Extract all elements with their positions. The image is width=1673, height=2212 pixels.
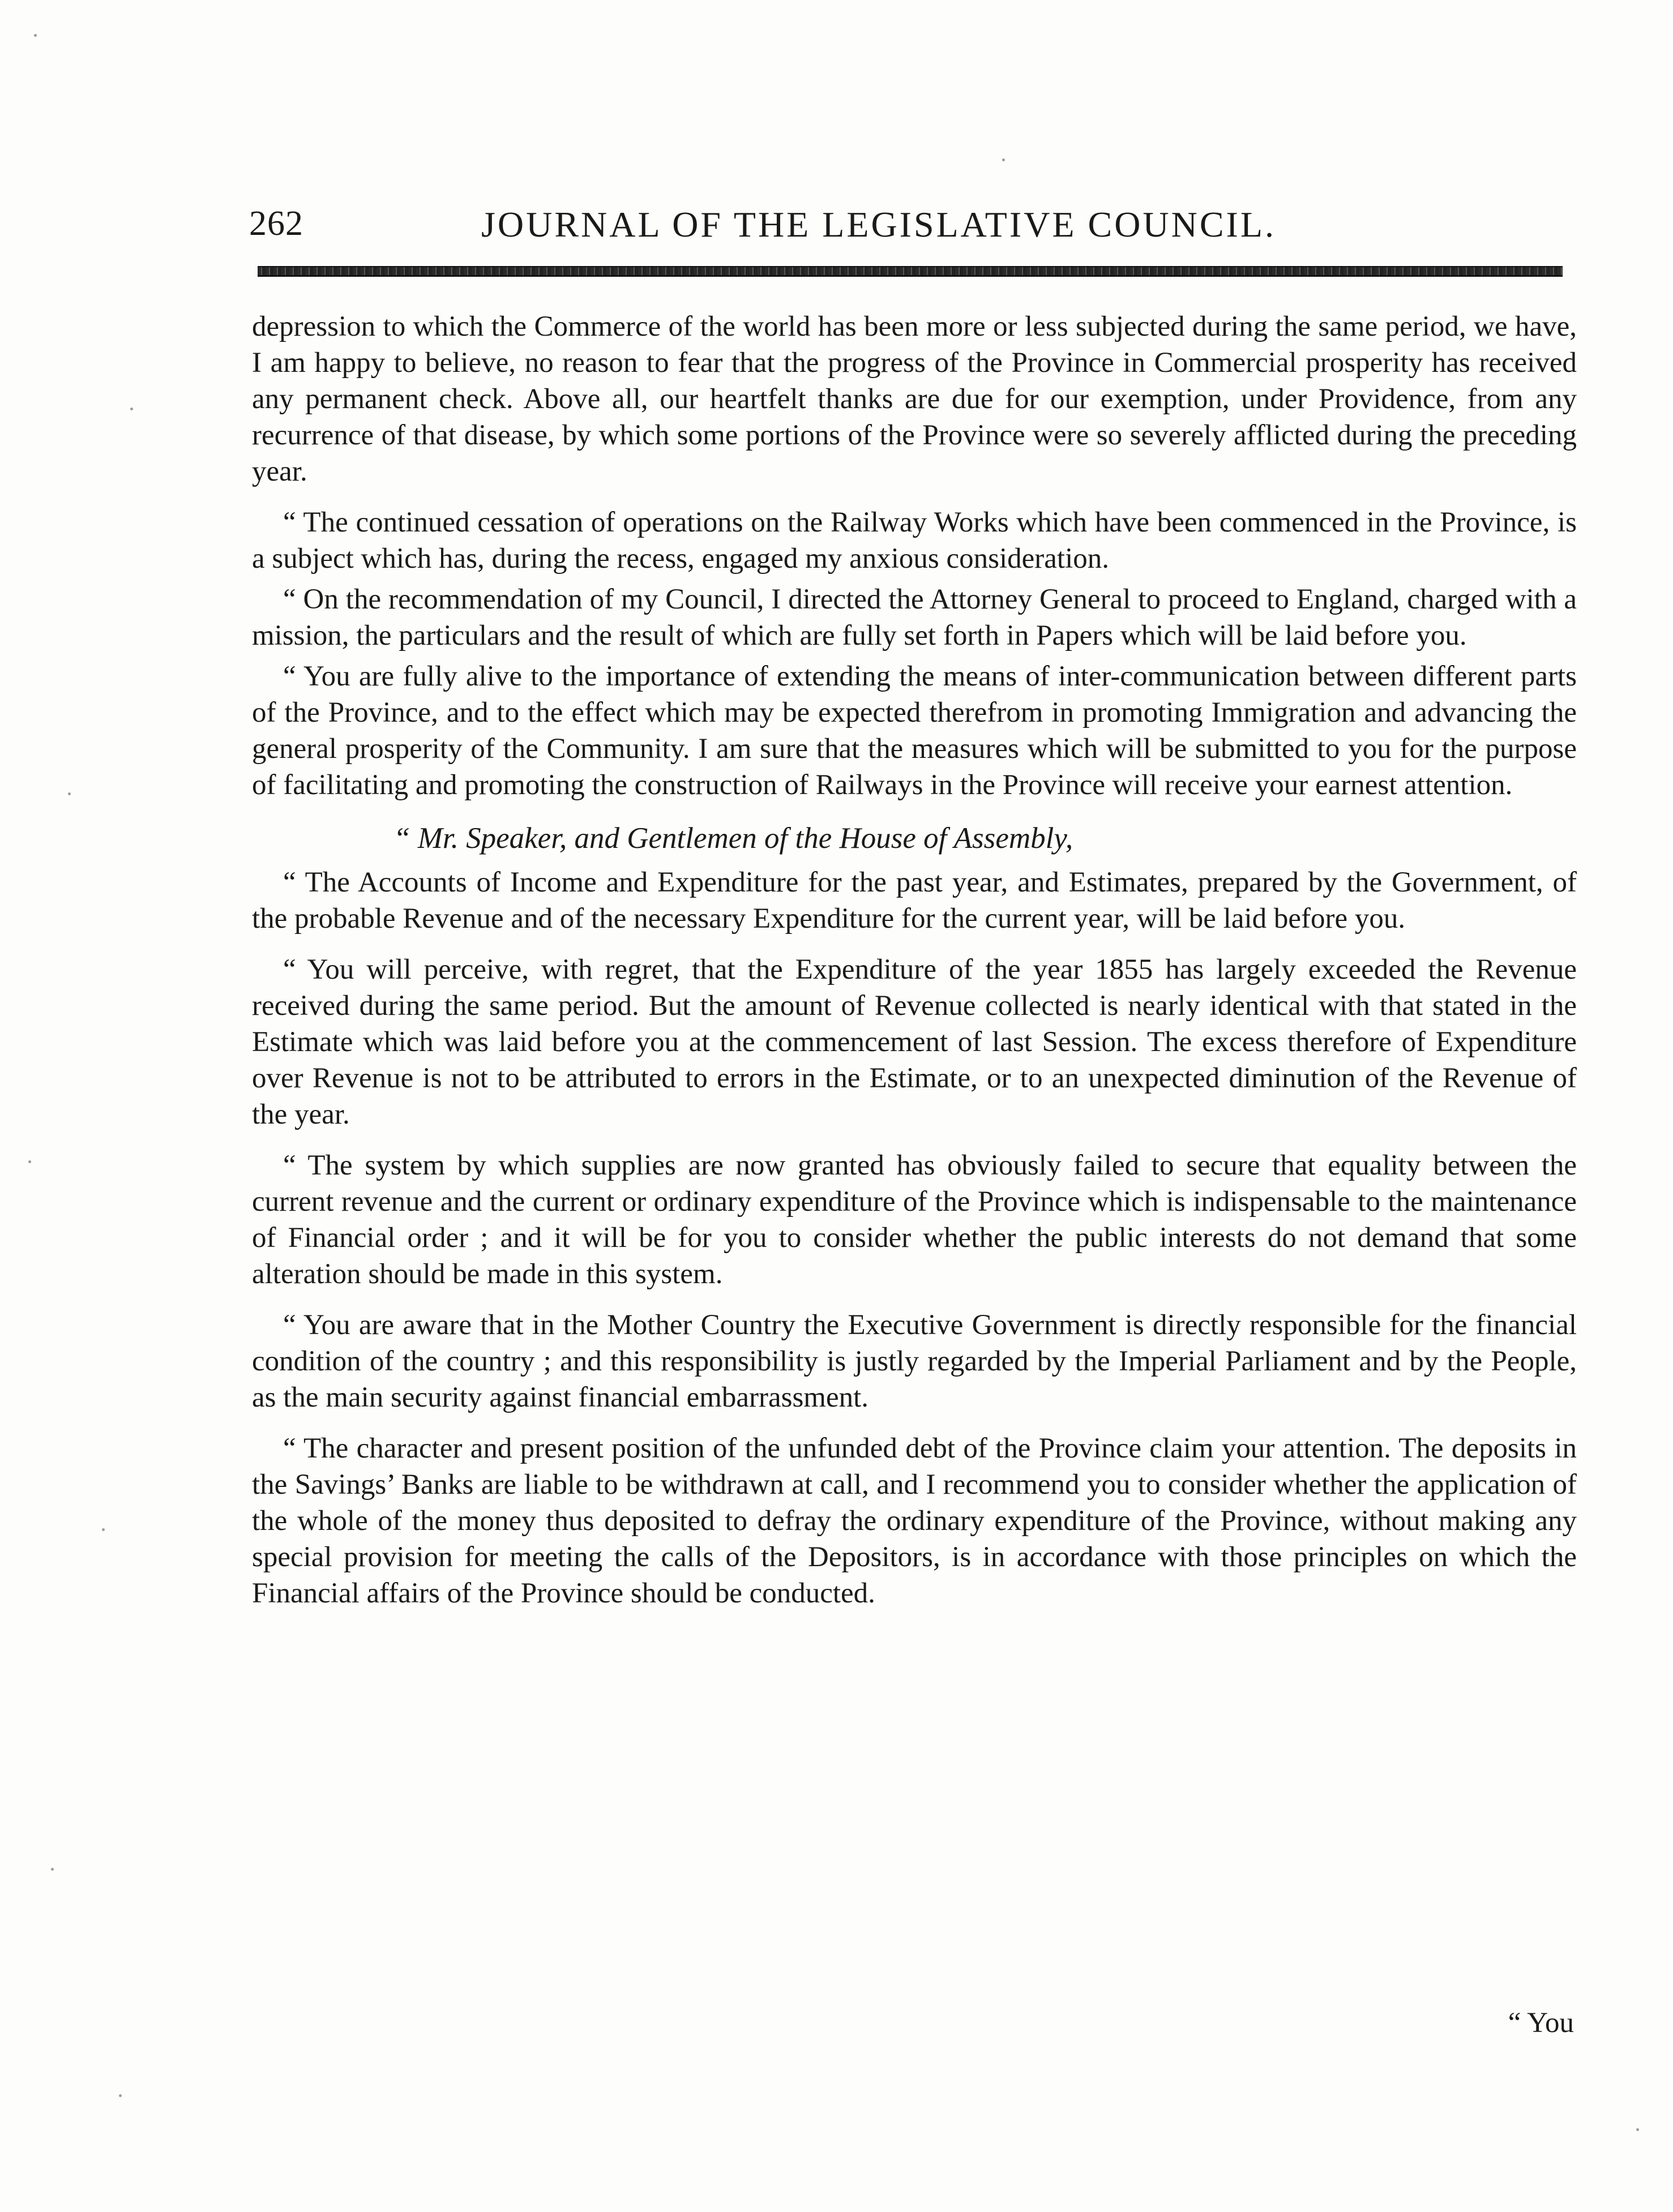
paragraph-inter-communication: “ You are fully alive to the importance of extending the means of inter-communication between different parts of the Province, and to the effect which may be expected therefrom in promoting Immigration and advancing the general prosperity of the Community. I am sure that the measures which will be submitted to you for the purpose of facilitating and promoting the construction of Railways in the Province will receive your earnest attention. [252,661,1577,801]
paragraph-unfunded-debt: “ The character and present position of the unfunded debt of the Province claim your attention. The deposits in the Savings’ Banks are liable to be withdrawn at call, and I recommend you to consider whether the application of the whole of the money thus deposited to defray the ordinary expenditure of the Province, without making any special provision for meeting the calls of the Depositors, is in accordance with those principles on which the Financial affairs of the Province should be conducted. [252,1433,1577,1609]
scan-speck [68,792,71,795]
scan-speck [102,1528,105,1531]
body-text [252,308,1577,1611]
paragraph-mother-country: “ You are aware that in the Mother Country the Executive Government is directly responsible for the financial condition of the country ; and this responsibility is justly regarded by the Imperial Parliament and by the People, as the main security against financial embarrassment. [252,1309,1577,1413]
paragraph-attorney-general: “ On the recommendation of my Council, I directed the Attorney General to proceed to England, charged with a mission, the particulars and the result of which are fully set forth in Papers which will be laid before you. [252,584,1577,651]
scan-speck [1002,158,1005,161]
page-number: 262 [249,204,303,243]
running-title: JOURNAL OF THE LEGISLATIVE COUNCIL. [481,204,1276,245]
scan-speck [51,1868,54,1871]
scan-speck [119,2094,122,2097]
scan-speck [28,1160,31,1163]
paragraph-supply-system: “ The system by which supplies are now granted has obviously failed to secure that equality between the current revenue and the current or ordinary expenditure of the Province which is indispensable to the maintenance of Financial order ; and it will be for you to consider whether the public interests do not demand that some alteration should be made in this system. [252,1150,1577,1290]
header-rule [258,266,1563,277]
paragraph-railway-works: “ The continued cessation of operations on the Railway Works which have been commenced in the Province, is a subject which has, during the recess, engaged my anxious consideration. [252,507,1577,575]
scan-speck [1636,2128,1639,2131]
address-heading: “ Mr. Speaker, and Gentlemen of the House of Assembly, [393,822,1073,855]
paragraph-accounts: “ The Accounts of Income and Expenditure for the past year, and Estimates, prepared by the Government, of the probable Revenue and of the necessary Expenditure for the current year, will be laid before you. [252,867,1577,934]
page-header [249,198,1574,260]
scan-speck [130,408,133,410]
paragraph-commerce: depression to which the Commerce of the world has been more or less subjected during the same period, we have, I am happy to believe, no reason to fear that the progress of the Province in Commercial prosperity has received any permanent check. Above all, our heartfelt thanks are due for our exemption, under Providence, from any recurrence of that disease, by which some portions of the Province were so severely afflicted during the preceding year. [252,311,1577,487]
scan-speck [34,34,37,37]
catchword: “ You [1508,2007,1574,2039]
paragraph-expenditure: “ You will perceive, with regret, that the Expenditure of the year 1855 has largely exceeded the Revenue received during the same period. But the amount of Revenue collected is nearly identical with that stated in the Estimate which was laid before you at the commencement of last Session. The excess therefore of Expenditure over Revenue is not to be attributed to errors in the Estimate, or to an unexpected diminution of the Revenue of the year. [252,954,1577,1130]
